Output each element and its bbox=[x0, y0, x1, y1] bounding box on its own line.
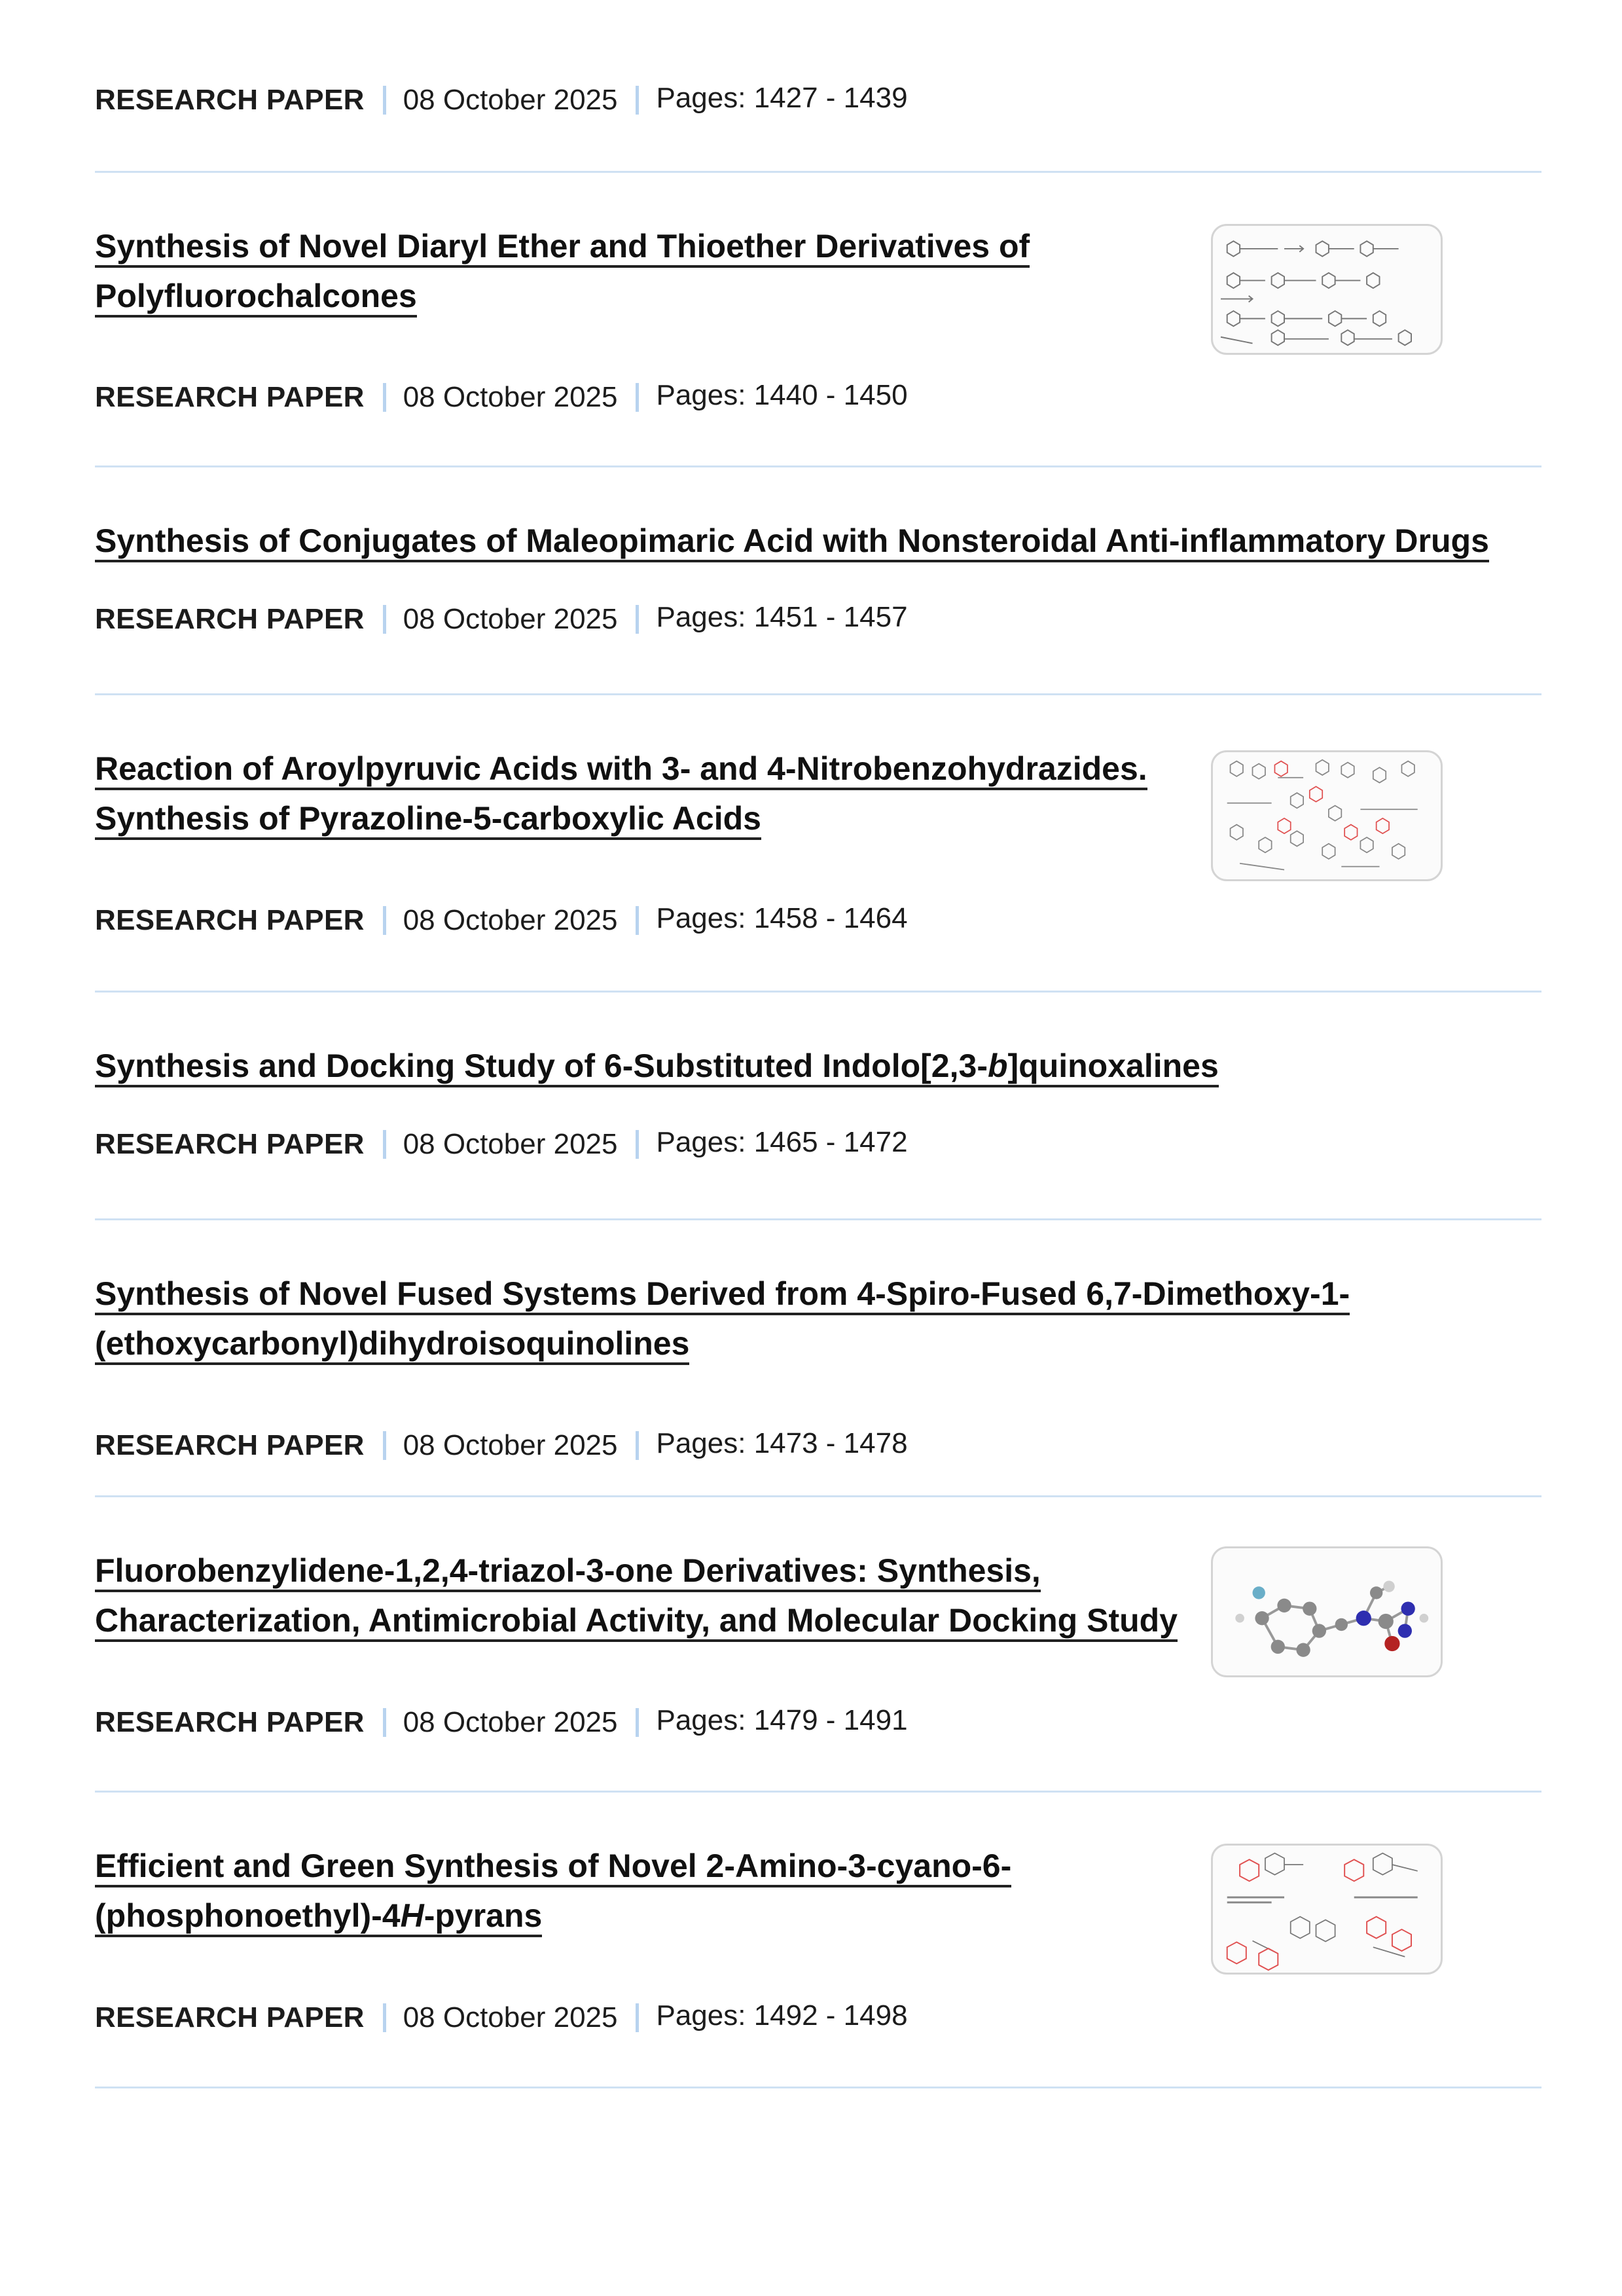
article-title[interactable] bbox=[95, 744, 1208, 843]
article-meta bbox=[95, 1126, 908, 1163]
article-title-link[interactable] bbox=[95, 1602, 1178, 1642]
divider bbox=[95, 693, 1541, 695]
article-date: 08 October 2025 bbox=[403, 1429, 618, 1461]
article-title-link[interactable] bbox=[95, 1848, 1011, 1887]
reaction-scheme-thumbnail[interactable] bbox=[1211, 224, 1443, 355]
reaction-scheme-thumbnail[interactable] bbox=[1211, 750, 1443, 881]
article-title-link[interactable] bbox=[95, 750, 1147, 790]
meta-separator bbox=[636, 1130, 639, 1159]
article-meta bbox=[95, 379, 908, 416]
article-date: 08 October 2025 bbox=[403, 381, 618, 413]
article-pages: Pages: 1473 - 1478 bbox=[656, 1427, 908, 1459]
article-type: RESEARCH PAPER bbox=[95, 84, 365, 116]
reaction-scheme-icon bbox=[1213, 752, 1441, 879]
article-type: RESEARCH PAPER bbox=[95, 904, 365, 936]
divider bbox=[95, 2086, 1541, 2088]
meta-separator bbox=[383, 1130, 386, 1159]
article-type: RESEARCH PAPER bbox=[95, 1128, 365, 1160]
meta-separator bbox=[636, 1431, 639, 1460]
title-part: Synthesis and Docking Study of 6-Substituted Indolo[2,3- bbox=[95, 1048, 988, 1084]
article-date: 08 October 2025 bbox=[403, 1128, 618, 1160]
article-title-link[interactable] bbox=[95, 522, 1489, 562]
title-line: Synthesis of Novel Diaryl Ether and Thioether Derivatives of bbox=[95, 228, 1030, 264]
meta-separator bbox=[383, 605, 386, 634]
meta-separator bbox=[383, 86, 386, 115]
article-date: 08 October 2025 bbox=[403, 904, 618, 936]
molecule-model-thumbnail[interactable] bbox=[1211, 1546, 1443, 1677]
article-date: 08 October 2025 bbox=[403, 1706, 618, 1738]
title-line: Reaction of Aroylpyruvic Acids with 3- and 4-Nitrobenzohydrazides. bbox=[95, 750, 1147, 787]
article-title-link[interactable] bbox=[95, 228, 1030, 268]
title-line: Efficient and Green Synthesis of Novel 2-Amino-3-cyano-6- bbox=[95, 1848, 1012, 1884]
article-pages: Pages: 1465 - 1472 bbox=[656, 1126, 908, 1158]
meta-separator bbox=[636, 605, 639, 634]
title-line: Characterization, Antimicrobial Activity, and Molecular Docking Study bbox=[95, 1602, 1178, 1639]
article-title[interactable] bbox=[95, 1546, 1208, 1645]
article-title-link[interactable] bbox=[95, 1897, 542, 1937]
title-part: ]quinoxalines bbox=[1007, 1048, 1219, 1084]
meta-separator bbox=[383, 383, 386, 412]
article-type: RESEARCH PAPER bbox=[95, 381, 365, 413]
title-part: -pyrans bbox=[424, 1897, 543, 1934]
title-line: Synthesis of Pyrazoline-5-carboxylic Acids bbox=[95, 800, 761, 837]
title-part: (phosphonoethyl)-4 bbox=[95, 1897, 401, 1934]
article-date: 08 October 2025 bbox=[403, 603, 618, 635]
meta-separator bbox=[383, 2003, 386, 2032]
article-date: 08 October 2025 bbox=[403, 84, 618, 116]
article-title-link[interactable] bbox=[95, 278, 417, 318]
meta-separator bbox=[636, 383, 639, 412]
article-title-link[interactable] bbox=[95, 1325, 689, 1365]
article-title-link[interactable] bbox=[95, 800, 761, 840]
meta-separator bbox=[636, 906, 639, 935]
article-meta bbox=[95, 82, 908, 118]
molecule-model-icon bbox=[1213, 1548, 1441, 1675]
meta-separator bbox=[636, 1708, 639, 1737]
article-date: 08 October 2025 bbox=[403, 2001, 618, 2033]
article-meta bbox=[95, 1999, 908, 2036]
structure-icon bbox=[1213, 1846, 1441, 1973]
article-pages: Pages: 1479 - 1491 bbox=[656, 1704, 908, 1736]
title-line: Synthesis of Novel Fused Systems Derived from 4-Spiro-Fused 6,7-Dimethoxy-1- bbox=[95, 1275, 1350, 1312]
article-type: RESEARCH PAPER bbox=[95, 1429, 365, 1461]
article-title-link[interactable] bbox=[95, 1048, 1219, 1087]
title-line: Synthesis of Conjugates of Maleopimaric Acid with Nonsteroidal Anti-inflammatory Drugs bbox=[95, 522, 1489, 559]
reaction-scheme-icon bbox=[1213, 226, 1441, 353]
article-pages: Pages: 1458 - 1464 bbox=[656, 902, 908, 934]
article-title-link[interactable] bbox=[95, 1275, 1350, 1315]
article-type: RESEARCH PAPER bbox=[95, 603, 365, 635]
article-pages: Pages: 1451 - 1457 bbox=[656, 601, 908, 633]
article-type: RESEARCH PAPER bbox=[95, 1706, 365, 1738]
title-line: Polyfluorochalcones bbox=[95, 278, 417, 314]
title-italic: b bbox=[987, 1048, 1008, 1084]
article-pages: Pages: 1492 - 1498 bbox=[656, 1999, 908, 2032]
title-italic: H bbox=[400, 1897, 424, 1934]
article-title-link[interactable] bbox=[95, 1552, 1041, 1592]
article-meta bbox=[95, 1427, 908, 1464]
title-line: (ethoxycarbonyl)dihydroisoquinolines bbox=[95, 1325, 690, 1362]
article-pages: Pages: 1427 - 1439 bbox=[656, 82, 908, 114]
meta-separator bbox=[383, 906, 386, 935]
divider bbox=[95, 1791, 1541, 1793]
article-title[interactable] bbox=[95, 221, 1208, 321]
article-meta bbox=[95, 601, 908, 638]
divider bbox=[95, 991, 1541, 993]
structure-thumbnail[interactable] bbox=[1211, 1844, 1443, 1975]
divider bbox=[95, 1218, 1541, 1220]
divider bbox=[95, 171, 1541, 173]
meta-separator bbox=[383, 1431, 386, 1460]
article-title[interactable] bbox=[95, 1841, 1208, 1941]
article-meta bbox=[95, 1704, 908, 1741]
meta-separator bbox=[383, 1708, 386, 1737]
meta-separator bbox=[636, 2003, 639, 2032]
article-meta bbox=[95, 902, 908, 939]
divider bbox=[95, 465, 1541, 467]
article-type: RESEARCH PAPER bbox=[95, 2001, 365, 2033]
article-title[interactable] bbox=[95, 1041, 1541, 1091]
article-title[interactable] bbox=[95, 516, 1541, 566]
article-title[interactable] bbox=[95, 1269, 1541, 1368]
divider bbox=[95, 1495, 1541, 1497]
meta-separator bbox=[636, 86, 639, 115]
title-line: Fluorobenzylidene-1,2,4-triazol-3-one Derivatives: Synthesis, bbox=[95, 1552, 1041, 1589]
article-pages: Pages: 1440 - 1450 bbox=[656, 379, 908, 411]
